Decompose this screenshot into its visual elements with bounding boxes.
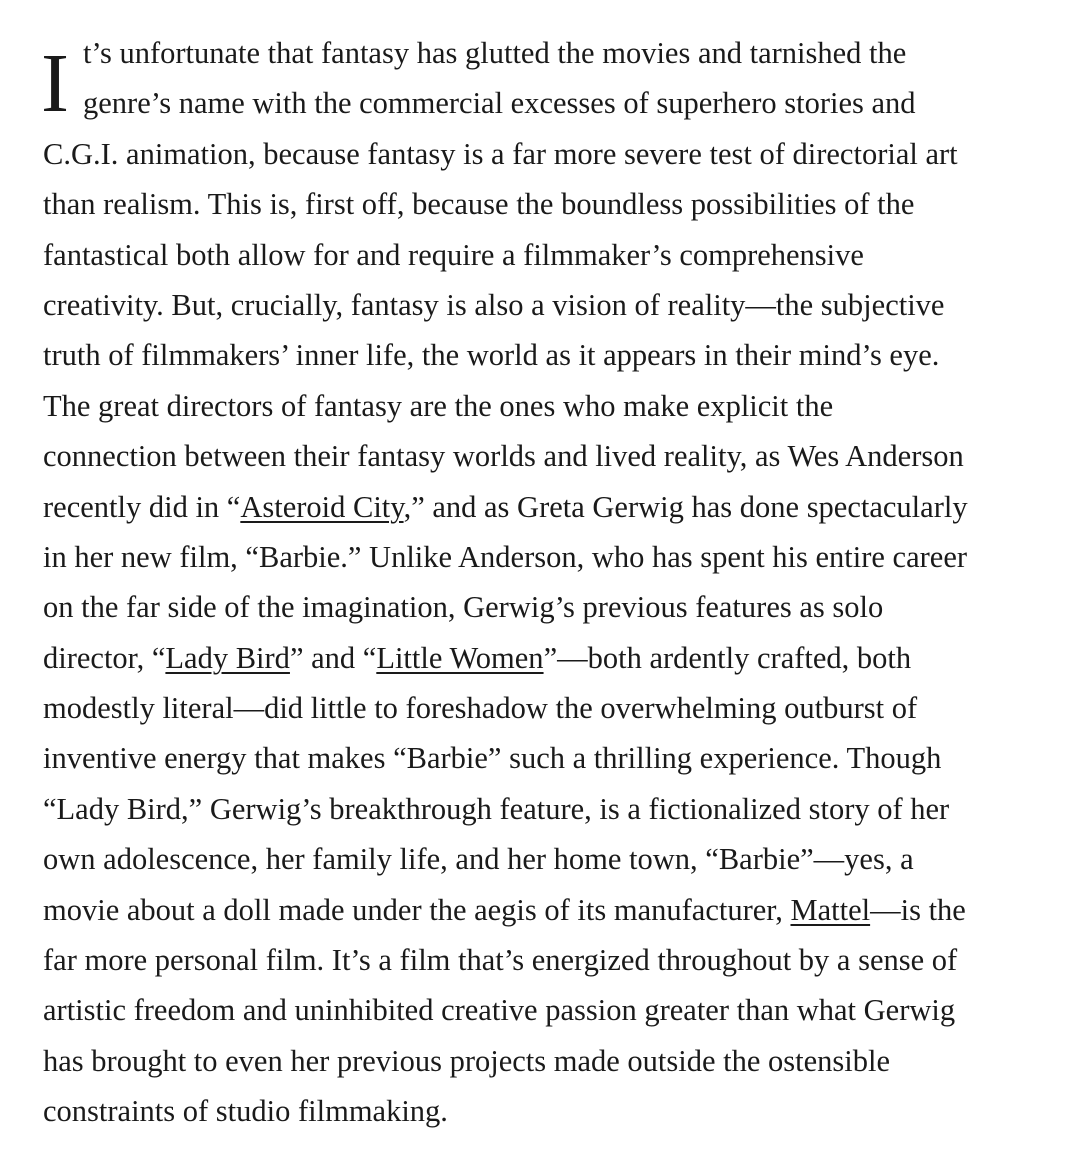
text-line — [43, 532, 1073, 582]
text-segment: t’s unfortunate that fantasy has glutted the movies and tarnished the — [83, 36, 907, 70]
text-segment: C.G.I. animation, because fantasy is a far more severe test of directorial art — [43, 136, 958, 171]
text-line — [43, 784, 1073, 834]
text-segment: fantastical both allow for and require a filmmaker’s comprehensive — [43, 237, 864, 272]
text-line — [43, 179, 1073, 229]
inline-link[interactable]: Mattel — [790, 892, 871, 927]
text-line — [43, 129, 1073, 179]
text-segment: on the far side of the imagination, Gerwig’s previous features as solo — [43, 590, 884, 625]
text-segment: modestly literal—did little to foreshadow the overwhelming outburst of — [43, 691, 918, 726]
text-line — [43, 935, 1073, 985]
text-line — [43, 431, 1073, 481]
text-segment: “Lady Bird,” Gerwig’s breakthrough feature, is a fictionalized story of her — [43, 791, 950, 826]
drop-cap: I — [41, 37, 69, 130]
text-segment: in her new film, “Barbie.” Unlike Anderson, who has spent his entire career — [43, 539, 968, 574]
text-segment: genre’s name with the commercial excesses of superhero stories and — [83, 86, 916, 121]
text-line — [43, 230, 1073, 280]
article-paragraph — [43, 28, 1073, 1137]
text-segment: than realism. This is, first off, because the boundless possibilities of the — [43, 187, 915, 222]
inline-link[interactable]: Little Women — [376, 640, 544, 675]
text-line — [43, 633, 1073, 683]
text-line — [43, 582, 1073, 632]
text-segment: movie about a doll made under the aegis of its manufacturer, — [43, 892, 791, 927]
text-segment: The great directors of fantasy are the ones who make explicit the — [43, 388, 834, 423]
text-line — [43, 683, 1073, 733]
inline-link[interactable]: Asteroid City — [240, 489, 404, 524]
text-segment: artistic freedom and uninhibited creative passion greater than what Gerwig — [43, 993, 956, 1028]
text-line — [43, 733, 1073, 783]
text-line — [43, 78, 1073, 128]
text-segment: recently did in “ — [43, 489, 241, 524]
text-segment: connection between their fantasy worlds and lived reality, as Wes Anderson — [43, 439, 964, 474]
text-line — [43, 834, 1073, 884]
text-segment: inventive energy that makes “Barbie” such a thrilling experience. Though — [43, 741, 942, 776]
text-segment: constraints of studio filmmaking. — [43, 1094, 448, 1129]
inline-link[interactable]: Lady Bird — [165, 640, 290, 675]
text-segment: own adolescence, her family life, and her home town, “Barbie”—yes, a — [43, 842, 914, 877]
text-segment: director, “ — [43, 640, 166, 675]
text-segment: ”—both ardently crafted, both — [543, 640, 912, 675]
text-line — [43, 330, 1073, 380]
text-segment: has brought to even her previous projects made outside the ostensible — [43, 1043, 891, 1078]
text-line — [43, 280, 1073, 330]
text-line — [43, 482, 1073, 532]
text-line — [43, 1036, 1073, 1086]
text-segment: —is the — [870, 892, 966, 927]
text-line — [43, 985, 1073, 1035]
text-segment: ,” and as Greta Gerwig has done spectacularly — [403, 489, 968, 524]
text-line — [43, 1086, 1073, 1136]
text-segment: far more personal film. It’s a film that’s energized throughout by a sense of — [43, 943, 958, 978]
text-line — [43, 381, 1073, 431]
text-segment: ” and “ — [289, 640, 377, 675]
text-segment: creativity. But, crucially, fantasy is also a vision of reality—the subjective — [43, 287, 945, 322]
text-segment: truth of filmmakers’ inner life, the world as it appears in their mind’s eye. — [43, 338, 940, 373]
text-line — [43, 885, 1073, 935]
